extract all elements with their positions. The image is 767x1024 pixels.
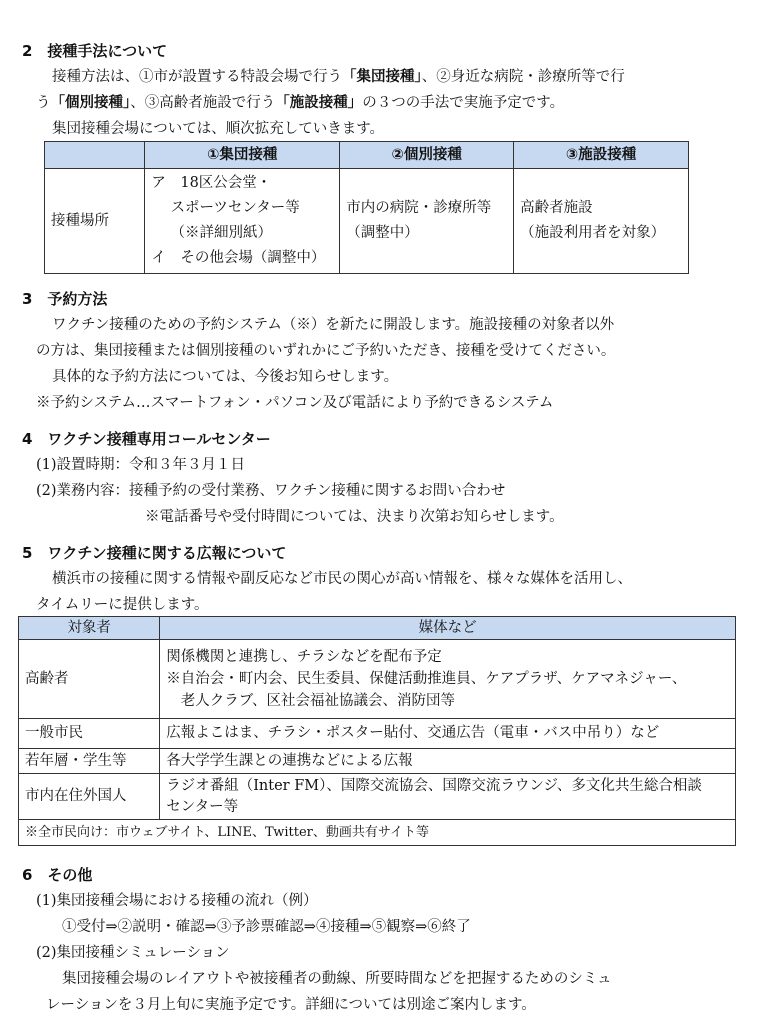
header-facility: ③施設接種 xyxy=(514,142,689,169)
line: ラジオ番組（Inter FM）、国際交流協会、国際交流ラウンジ、多文化共生総合相談 xyxy=(166,777,702,794)
line: 老人クラブ、区社会福祉協議会、消防団等 xyxy=(166,693,456,709)
section-3-line-2: の方は、集団接種または個別接種のいずれかにご予約いただき、接種を受けてください。 xyxy=(36,343,616,359)
table-row xyxy=(45,169,689,274)
table-row xyxy=(19,640,736,719)
line: イ その他会場（調整中） xyxy=(151,250,326,266)
line: センター等 xyxy=(166,798,239,815)
line: 高齢者施設 xyxy=(520,200,593,216)
table-row xyxy=(19,749,736,774)
section-6-line-4: 集団接種会場のレイアウトや被接種者の動線、所要時間などを把握するためのシミュ xyxy=(62,971,612,987)
target-cell: 一般市民 xyxy=(19,719,160,749)
table-row xyxy=(19,719,736,749)
target-cell: 市内在住外国人 xyxy=(19,774,160,820)
media-cell: 広報よこはま、チラシ・ポスター貼付、交通広告（電車・バス中吊り）など xyxy=(160,719,736,749)
section-3-line-1: ワクチン接種のための予約システム（※）を新たに開設します。施設接種の対象者以外 xyxy=(52,317,615,333)
target-cell: 高齢者 xyxy=(19,640,160,719)
line: 市内の病院・診療所等 xyxy=(346,200,492,216)
line: ※自治会・町内会、民生委員、保健活動推進員、ケアプラザ、ケアマネジャー、 xyxy=(166,671,687,687)
individual-location-cell xyxy=(340,169,514,274)
section-4-heading: 4 ワクチン接種専用コールセンター xyxy=(22,430,271,448)
media-cell xyxy=(160,774,736,820)
header-group: ①集団接種 xyxy=(145,142,340,169)
section-4-line-2: (2)業務内容：接種予約の受付業務、ワクチン接種に関するお問い合わせ xyxy=(36,483,506,499)
line: ア 18区公会堂・ xyxy=(151,175,272,191)
footnote-cell: ※全市民向け：市ウェブサイト、LINE、Twitter、動画共有サイト等 xyxy=(19,820,736,846)
section-6-flow: ①受付⇒②説明・確認⇒③予診票確認⇒④接種⇒⑤観察⇒⑥終了 xyxy=(62,919,471,935)
line: （調整中） xyxy=(346,225,419,241)
text: う xyxy=(36,95,51,111)
table-footnote-row xyxy=(19,820,736,846)
section-4-line-1: (1)設置時期：令和３年３月１日 xyxy=(36,457,246,473)
publicity-table xyxy=(18,616,736,846)
line: （※詳細別紙） xyxy=(151,225,272,241)
header-blank xyxy=(45,142,145,169)
table-header-row xyxy=(45,142,689,169)
section-6-line-3: (2)集団接種シミュレーション xyxy=(36,945,230,961)
header-media: 媒体など xyxy=(160,617,736,640)
text: 、③高齢者施設で行う xyxy=(130,95,276,111)
section-5-line-1: 横浜市の接種に関する情報や副反応など市民の関心が高い情報を、様々な媒体を活用し、 xyxy=(52,571,632,587)
section-3-line-3: 具体的な予約方法については、今後お知らせします。 xyxy=(52,369,399,385)
bold-term-group: 「集団接種」 xyxy=(342,69,422,85)
section-3-note: ※予約システム…スマートフォン・パソコン及び電話により予約できるシステム xyxy=(36,395,554,411)
section-5-line-2: タイムリーに提供します。 xyxy=(36,597,209,613)
bold-term-individual: 「個別接種」 xyxy=(50,95,131,111)
section-6-line-1: (1)集団接種会場における接種の流れ（例） xyxy=(36,893,318,909)
section-6-line-5: レーションを３月上旬に実施予定です。詳細については別途ご案内します。 xyxy=(46,997,536,1013)
header-target: 対象者 xyxy=(19,617,160,640)
section-4-note: ※電話番号や受付時間については、決まり次第お知らせします。 xyxy=(145,509,564,525)
section-3-heading: 3 予約方法 xyxy=(22,290,108,308)
row-label: 接種場所 xyxy=(45,169,145,274)
media-cell xyxy=(160,640,736,719)
vaccination-method-table xyxy=(44,141,689,274)
line: スポーツセンター等 xyxy=(151,200,300,216)
section-2-heading: 2 接種手法について xyxy=(22,42,168,60)
line: 関係機関と連携し、チラシなどを配布予定 xyxy=(166,649,442,665)
target-cell: 若年層・学生等 xyxy=(19,749,160,774)
media-cell: 各大学学生課との連携などによる広報 xyxy=(160,749,736,774)
text: 、②身近な病院・診療所等で行 xyxy=(421,69,625,85)
group-location-cell xyxy=(145,169,340,274)
section-5-heading: 5 ワクチン接種に関する広報について xyxy=(22,544,287,562)
table-header-row xyxy=(19,617,736,640)
header-individual: ②個別接種 xyxy=(340,142,514,169)
text: の３つの手法で実施予定です。 xyxy=(362,95,565,111)
bold-term-facility: 「施設接種」 xyxy=(275,95,363,111)
section-2-paragraph-line-3: 集団接種会場については、順次拡充していきます。 xyxy=(52,121,385,137)
table-row xyxy=(19,774,736,820)
section-6-heading: 6 その他 xyxy=(22,866,93,884)
facility-location-cell xyxy=(514,169,689,274)
text: 接種方法は、①市が設置する特設会場で行う xyxy=(52,69,342,85)
section-2-paragraph-line-1 xyxy=(52,70,625,85)
line: （施設利用者を対象） xyxy=(520,225,666,241)
section-2-paragraph-line-2 xyxy=(36,96,564,111)
